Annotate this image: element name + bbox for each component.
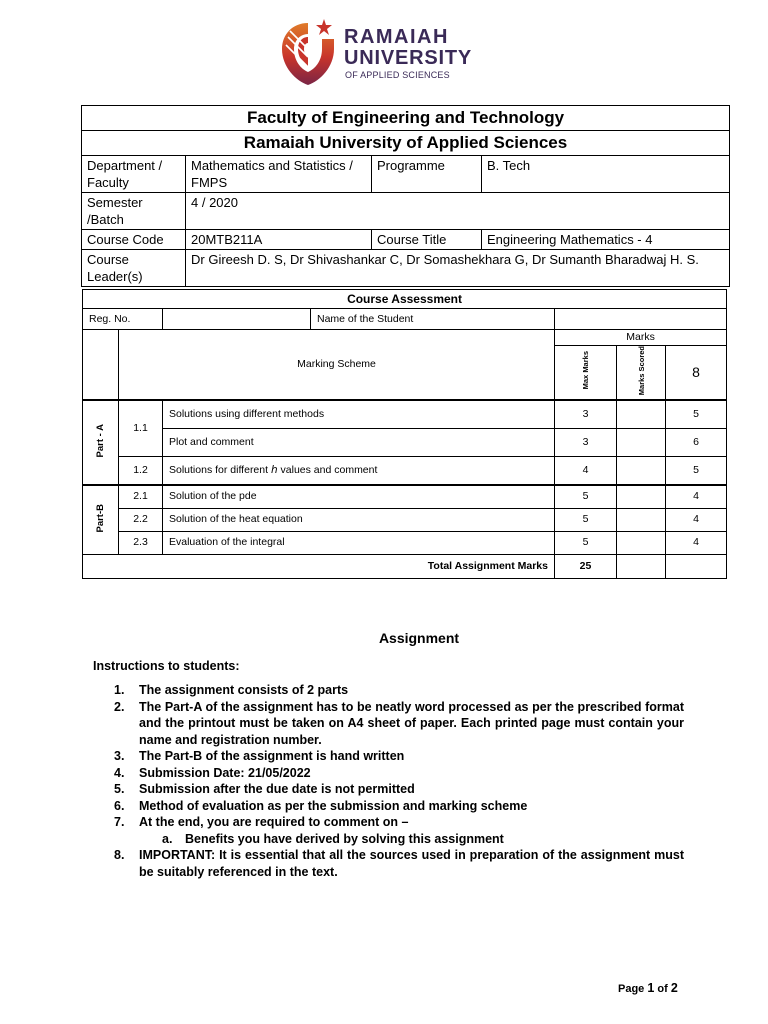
course-code-value: 20MTB211A — [186, 230, 372, 250]
assignment-heading: Assignment — [378, 630, 460, 646]
list-item: 2. The Part-A of the assignment has to be neatly word processed as per the prescribed format and the printout must be taken on A4 sheet of paper. Each printed page must contain your name and registration number. — [114, 699, 684, 747]
total-max-marks: 25 — [555, 554, 617, 578]
student-name-label: Name of the Student — [311, 309, 555, 330]
instructions-heading: Instructions to students: — [93, 659, 240, 673]
max-marks-value: 3 — [555, 400, 617, 428]
part-b-label: Part-B — [83, 485, 119, 554]
student-name-field[interactable] — [555, 309, 727, 330]
marks-scored-field[interactable] — [617, 485, 666, 508]
criterion-description: Solutions using different methods — [163, 400, 555, 428]
marks-scored-field[interactable] — [617, 456, 666, 485]
department-label: Department / Faculty — [82, 156, 186, 193]
course-leader-label: Course Leader(s) — [82, 250, 186, 287]
total-scored-field[interactable] — [617, 554, 666, 578]
logo-text-university: UNIVERSITY — [344, 47, 473, 69]
extra-marks-value: 4 — [666, 508, 727, 531]
marks-scored-field[interactable] — [617, 428, 666, 456]
university-logo — [278, 17, 493, 89]
marks-scored-field[interactable] — [617, 400, 666, 428]
part-a-label: Part - A — [83, 400, 119, 485]
extra-marks-value: 5 — [666, 456, 727, 485]
logo-emblem-icon — [278, 17, 338, 87]
course-title-value: Engineering Mathematics - 4 — [482, 230, 730, 250]
list-item: 6. Method of evaluation as per the submission and marking scheme — [114, 798, 528, 813]
max-marks-value: 5 — [555, 485, 617, 508]
logo-text-applied-sciences: OF APPLIED SCIENCES — [345, 70, 450, 80]
list-item: 7. At the end, you are required to comment on – a. Benefits you have derived by solving this assignment — [114, 814, 684, 847]
page-number: Page 1 of 2 — [618, 981, 678, 995]
course-assessment-table — [82, 289, 727, 579]
marks-scored-header: Marks Scored — [617, 346, 666, 401]
course-info-table — [81, 105, 730, 287]
university-title: Ramaiah University of Applied Sciences — [82, 131, 730, 156]
total-extra-field — [666, 554, 727, 578]
extra-marks-value: 5 — [666, 400, 727, 428]
marks-scored-field[interactable] — [617, 531, 666, 554]
question-number: 2.1 — [119, 485, 163, 508]
criterion-description: Solutions for different ℎ values and comment — [163, 456, 555, 485]
extra-marks-header: 8 — [666, 346, 727, 401]
department-value: Mathematics and Statistics / FMPS — [186, 156, 372, 193]
list-item: 1. The assignment consists of 2 parts — [114, 683, 349, 697]
max-marks-value: 3 — [555, 428, 617, 456]
semester-value: 4 / 2020 — [186, 193, 730, 230]
list-item: 8. IMPORTANT: It is essential that all the sources used in preparation of the assignment must be suitably referenced in the text. — [114, 848, 684, 879]
list-item: 5. Submission after the due date is not permitted — [114, 782, 415, 796]
reg-no-field[interactable] — [163, 309, 311, 330]
list-item: 3. The Part-B of the assignment is hand written — [114, 749, 405, 763]
course-title-label: Course Title — [372, 230, 482, 250]
reg-no-label: Reg. No. — [83, 309, 163, 330]
marks-header: Marks — [555, 330, 727, 346]
max-marks-header: Max Marks — [555, 346, 617, 401]
course-leader-value: Dr Gireesh D. S, Dr Shivashankar C, Dr Somashekhara G, Dr Sumanth Bharadwaj H. S. — [186, 250, 730, 287]
total-marks-label: Total Assignment Marks — [83, 554, 555, 578]
sub-list-item: a. Benefits you have derived by solving this assignment — [162, 831, 504, 846]
criterion-description: Solution of the pde — [163, 485, 555, 508]
criterion-description: Evaluation of the integral — [163, 531, 555, 554]
question-number: 2.2 — [119, 508, 163, 531]
semester-label: Semester /Batch — [82, 193, 186, 230]
question-number: 1.1 — [119, 400, 163, 456]
programme-label: Programme — [372, 156, 482, 193]
list-item: 4. Submission Date: 21/05/2022 — [114, 765, 311, 780]
criterion-description: Solution of the heat equation — [163, 508, 555, 531]
question-number: 2.3 — [119, 531, 163, 554]
extra-marks-value: 4 — [666, 485, 727, 508]
extra-marks-value: 6 — [666, 428, 727, 456]
course-code-label: Course Code — [82, 230, 186, 250]
max-marks-value: 5 — [555, 531, 617, 554]
max-marks-value: 4 — [555, 456, 617, 485]
extra-marks-value: 4 — [666, 531, 727, 554]
faculty-title: Faculty of Engineering and Technology — [82, 106, 730, 131]
instructions-list — [114, 682, 684, 880]
question-number: 1.2 — [119, 456, 163, 485]
marking-scheme-header: Marking Scheme — [119, 330, 555, 401]
important-label: IMPORTANT: — [139, 848, 216, 862]
programme-value: B. Tech — [482, 156, 730, 193]
logo-text-ramaiah: RAMAIAH — [344, 26, 449, 48]
criterion-description: Plot and comment — [163, 428, 555, 456]
assessment-caption: Course Assessment — [83, 290, 727, 309]
max-marks-value: 5 — [555, 508, 617, 531]
blank-cell — [83, 330, 119, 401]
marks-scored-field[interactable] — [617, 508, 666, 531]
